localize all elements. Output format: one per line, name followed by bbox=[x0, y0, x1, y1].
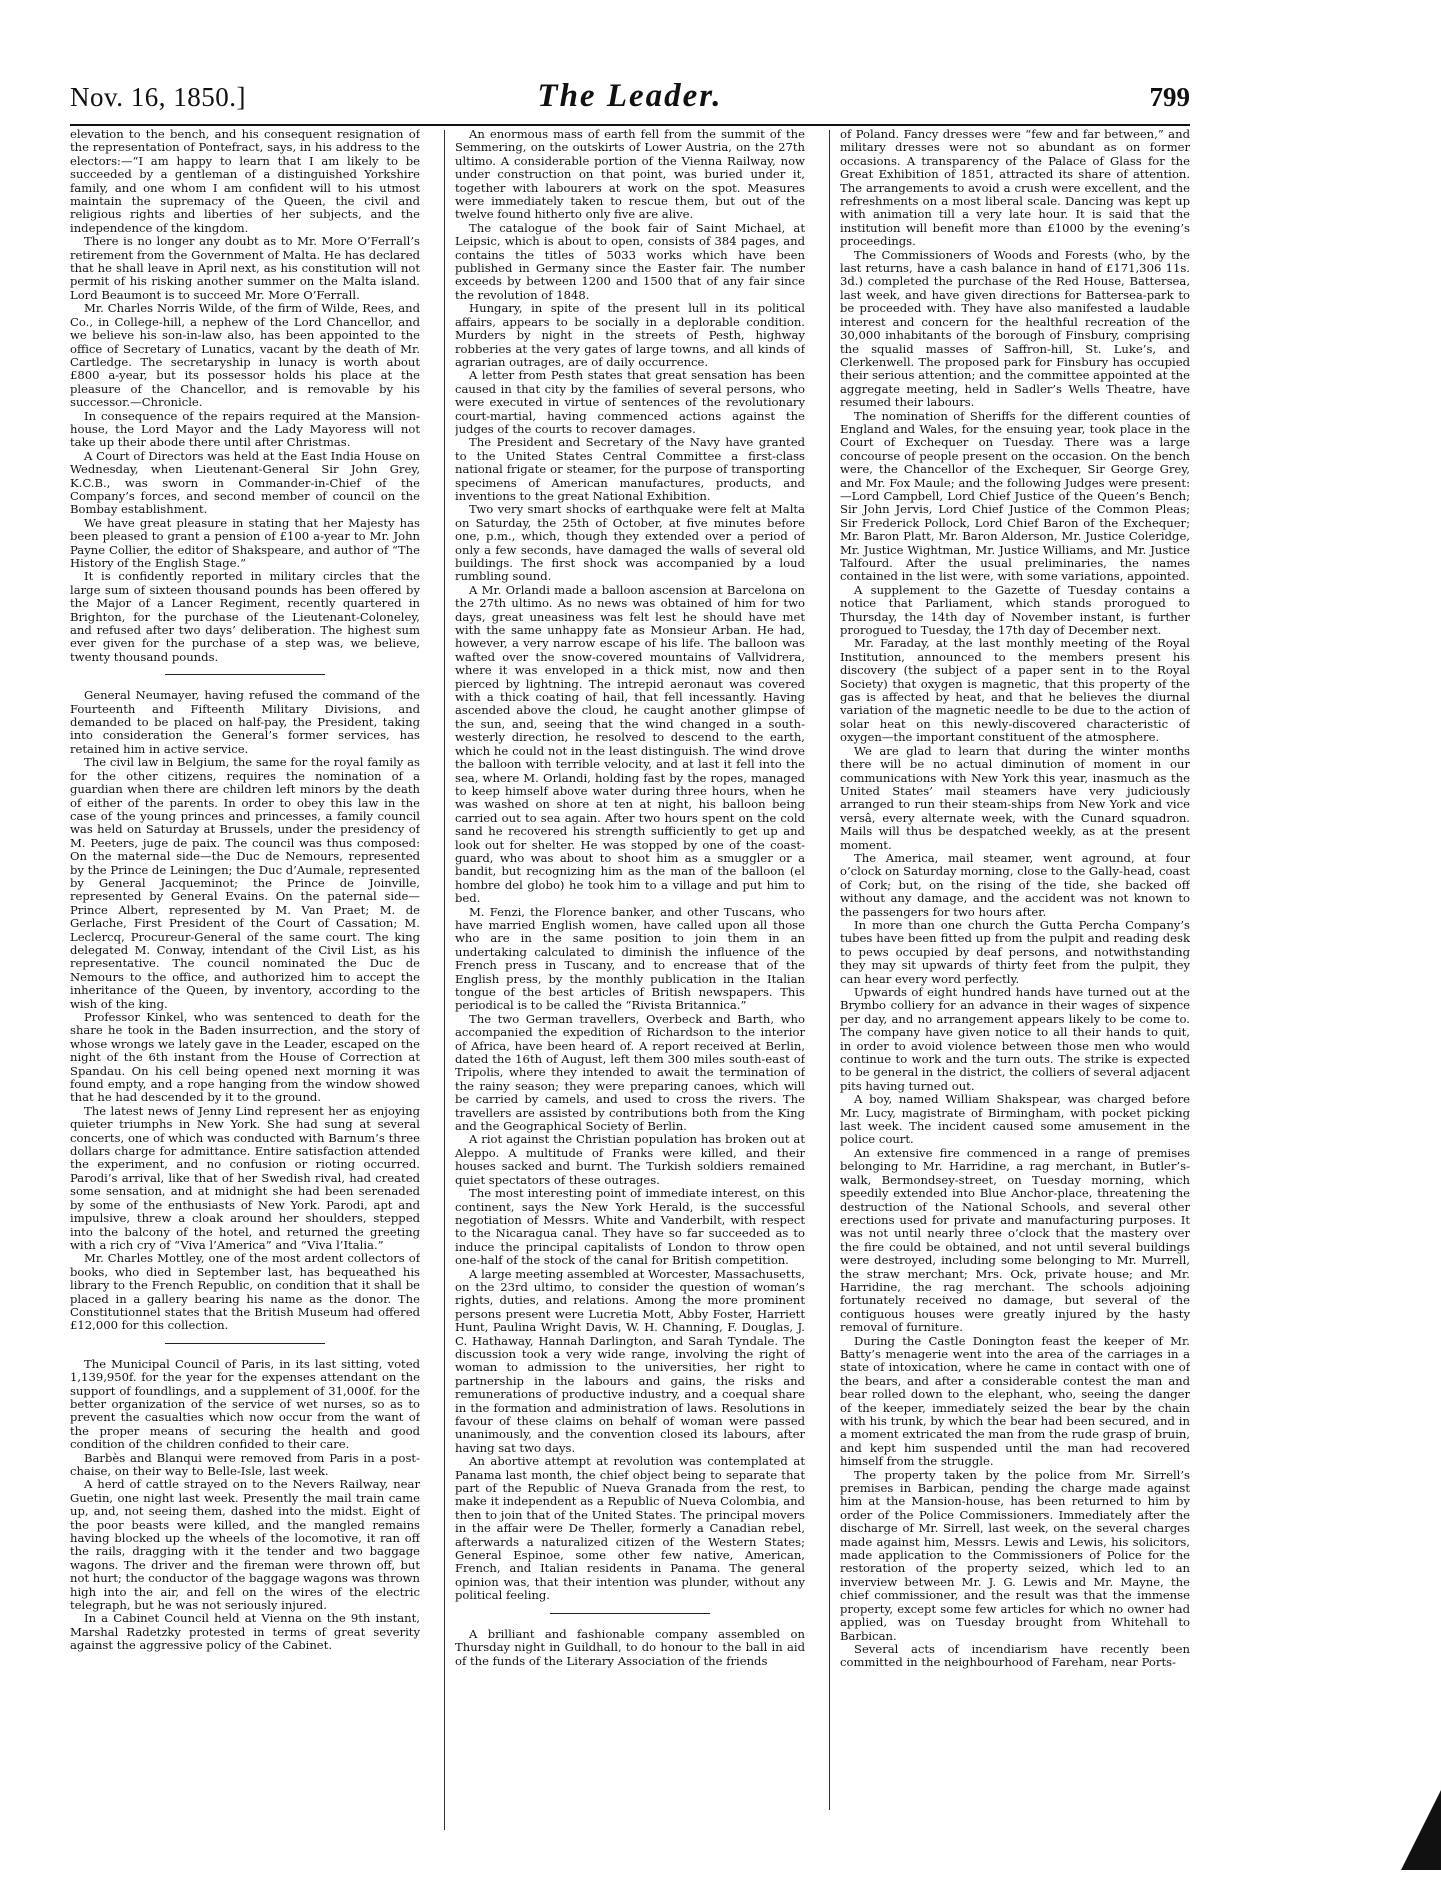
column-2-section-b bbox=[455, 1628, 805, 1668]
paragraph: We are glad to learn that during the winter months there will be no actual diminution of moment in our communications with New York this year, inasmuch as the United States’ mail steamers have very judiciously arranged to run their steam-ships from New York and vice versâ, every alternate week, with the Cunard squadron. Mails will thus be despatched weekly, as at the present moment. bbox=[840, 743, 1190, 852]
paragraph: A brilliant and fashionable company assembled on Thursday night in Guildhall, to do honour to the ball in aid of the funds of the Literary Association of the friends bbox=[455, 1626, 805, 1668]
paragraph: Mr. Charles Mottley, one of the most ardent collectors of books, who died in September last, has bequeathed his library to the French Republic, on condition that it shall be placed in a gallery bearing his name as the donor. The Constitutionnel states that the British Museum had offered £12,000 for this collection. bbox=[70, 1251, 420, 1333]
paragraph: A herd of cattle strayed on to the Nevers Railway, near Guetin, one night last week. Presently the mail train came up, and, not seeing them, dashed into the midst. Eight of the poor beasts were killed, and the mangled remains having blocked up the wheels of the locomotive, it ran off the rails, dragging with it the tender and two baggage wagons. The driver and the fireman were thrown off, but not hurt; the conductor of the baggage wagons was thrown high into the air, and fell on the wires of the electric telegraph, but he was not seriously injured. bbox=[70, 1477, 420, 1613]
paragraph: A supplement to the Gazette of Tuesday contains a notice that Parliament, which stands prorogued to Thursday, the 14th day of November instant, is further prorogued to Tuesday, the 17th day of December next. bbox=[840, 582, 1190, 638]
paragraph: The catalogue of the book fair of Saint Michael, at Leipsic, which is about to open, consists of 384 pages, and contains the titles of 5033 works which have been published in Germany since the Easter fair. The number exceeds by between 1200 and 1500 that of any fair since the revolution of 1848. bbox=[455, 220, 805, 302]
column-divider bbox=[444, 130, 445, 1830]
paragraph: A Mr. Orlandi made a balloon ascension at Barcelona on the 27th ultimo. As no news was obtained of him for two days, great uneasiness was felt lest he should have met with the same unhappy fate as Monsieur Arban. He had, however, a very narrow escape of his life. The balloon was wafted over the snow-covered mountains of Vallvidrera, where it was enveloped in a thick mist, now and then pierced by lightning. The intrepid aeronaut was covered with a thick coating of hail, that fell incessantly. Having ascended above the cloud, he caught another glimpse of the sun, and, seeing that the wind changed in a south-westerly direction, he resolved to descend to the earth, which he could not in the least distinguish. The wind drove the balloon with terrible velocity, and at last it fell into the sea, where M. Orlandi, holding fast by the ropes, managed to keep himself above water during three hours, when he was washed on shore at ten at night, his balloon being carried out to sea again. After two hours spent on the cold sand he recovered his strength sufficiently to get up and look out for shelter. He was stopped by one of the coast-guard, who was about to shoot him as a smuggler or a bandit, but recognizing him as the man of the balloon (el hombre del globo) he took him to a village and put him to bed. bbox=[455, 582, 805, 906]
column-1-section-a bbox=[70, 128, 420, 664]
paragraph: In more than one church the Gutta Percha Company’s tubes have been fitted up from the pulpit and reading desk to pews occupied by deaf persons, and notwithstanding they may sit upwards of thirty feet from the pulpit, they can hear every word perfectly. bbox=[840, 917, 1190, 986]
paragraph: It is confidently reported in military circles that the large sum of sixteen thousand pounds has been offered by the Major of a Lancer Regiment, recently quartered in Brighton, for the purchase of the Lieutenant-Coloneley, and refused after two days’ deliberation. The highest sum ever given for the purchase of a step was, we believe, twenty thousand pounds. bbox=[70, 569, 420, 664]
paragraph: General Neumayer, having refused the command of the Fourteenth and Fifteenth Military Divisions, and demanded to be placed on half-pay, the President, taking into consideration the General’s former services, has retained him in active service. bbox=[70, 688, 420, 756]
paragraph: Hungary, in spite of the present lull in its political affairs, appears to be socially in a deplorable condition. Murders by night in the streets of Pesth, highway robberies at the very gates of large towns, and all kinds of agrarian outrages, are of daily occurrence. bbox=[455, 301, 805, 369]
paragraph: The Commissioners of Woods and Forests (who, by the last returns, have a cash balance in hand of £171,306 11s. 3d.) completed the purchase of the Red House, Battersea, last week, and have given directions for Battersea-park to be proceeded with. They have also manifested a laudable interest and concern for the healthful recreation of the 30,000 inhabitants of the borough of Finsbury, comprising the squalid masses of Saffron-hill, St. Luke’s, and Clerkenwell. The proposed park for Finsbury has occupied their serious attention; and the committee appointed at the aggregate meeting, held in Sadler’s Wells Theatre, have resumed their labours. bbox=[840, 247, 1190, 410]
issue-date: Nov. 16, 1850.] bbox=[70, 82, 246, 112]
column-1 bbox=[70, 128, 420, 1828]
paragraph: A Court of Directors was held at the East India House on Wednesday, when Lieutenant-General Sir John Grey, K.C.B., was sworn in Commander-in-Chief of the Company’s forces, and second member of council on the Bombay establishment. bbox=[70, 448, 420, 517]
paragraph: In a Cabinet Council held at Vienna on the 9th instant, Marshal Radetzky protested in terms of great severity against the aggressive policy of the Cabinet. bbox=[70, 1611, 420, 1653]
section-separator bbox=[165, 1343, 325, 1344]
paragraph: We have great pleasure in stating that her Majesty has been pleased to grant a pension of £100 a-year to Mr. John Payne Collier, the editor of Shakspeare, and author of “The History of the English Stage.” bbox=[70, 515, 420, 570]
section-separator bbox=[165, 674, 325, 675]
paragraph: A letter from Pesth states that great sensation has been caused in that city by the families of several persons, who were executed in virtue of sentences of the revolutionary court-martial, having commenced actions against the judges of the courts to recover damages. bbox=[455, 368, 805, 436]
paragraph: An abortive attempt at revolution was contemplated at Panama last month, the chief object being to separate that part of the Republic of Nueva Granada from the rest, to make it independent as a Republic of Nueva Colombia, and then to join that of the United States. The principal movers in the affair were De Theller, formerly a Canadian rebel, afterwards a naturalized citizen of the Western States; General Espinoe, some other few native, American, French, and Italian residents in Panama. The general opinion was, that their intention was plunder, without any political feeling. bbox=[455, 1454, 805, 1603]
scan-corner-artifact bbox=[1401, 1790, 1441, 1870]
paragraph: The America, mail steamer, went aground, at four o’clock on Saturday morning, close to the Gally-head, coast of Cork; but, on the rising of the tide, she backed off without any damage, and the accident was not known to the passengers for two hours after. bbox=[840, 850, 1190, 919]
paragraph: There is no longer any doubt as to Mr. More O’Ferrall’s retirement from the Government of Malta. He has declared that he shall leave in April next, as his constitution will not permit of his risking another summer on the Malta island. Lord Beaumont is to succeed Mr. More O’Ferrall. bbox=[70, 234, 420, 302]
paragraph: The President and Secretary of the Navy have granted to the United States Central Committee a first-class national frigate or steamer, for the purpose of transporting specimens of American manufactures, products, and inventions to the great National Exhibition. bbox=[455, 435, 805, 503]
paragraph: An enormous mass of earth fell from the summit of the Semmering, on the outskirts of Lower Austria, on the 27th ultimo. A considerable portion of the Vienna Railway, now under construction on that point, was buried under it, together with labourers at work on the spot. Measures were immediately taken to rescue them, but out of the twelve found hitherto only five are alive. bbox=[455, 128, 805, 222]
paragraph: The latest news of Jenny Lind represent her as enjoying quieter triumphs in New York. She had sung at several concerts, one of which was conducted with Barnum’s three dollars charge for admittance. Entire satisfaction attended the experiment, and no confusion or rioting occurred. Parodi’s arrival, like that of her Swedish rival, had created some sensation, and at midnight she had been serenaded by some of the enthusiasts of New York. Parodi, apt and impulsive, threw a cloak around her shoulders, stepped into the balcony of the hotel, and returned the greeting with a rich cry of “Viva l’America” and “Viva l’Italia.” bbox=[70, 1103, 420, 1252]
paragraph: During the Castle Donington feast the keeper of Mr. Batty’s menagerie went into the area of the carriages in a state of intoxication, where he came in contact with one of the bears, and after a considerable contest the man and bear rolled down to the elephant, who, seeing the danger of the keeper, immediately seized the bear by the chain with his trunk, by which the bear had been secured, and in a moment extricated the man from the rude grasp of bruin, and kept him suspended until the man had recovered himself from the struggle. bbox=[840, 1333, 1190, 1469]
paragraph: Professor Kinkel, who was sentenced to death for the share he took in the Baden insurrection, and the story of whose wrongs we lately gave in the Leader, escaped on the night of the 6th instant from the House of Correction at Spandau. On his cell being opened next morning it was found empty, and a rope hanging from the window showed that he had descended by it to the ground. bbox=[70, 1010, 420, 1105]
paragraph: Upwards of eight hundred hands have turned out at the Brymbo colliery for an advance in their wages of sixpence per day, and no arrangement appears likely to be come to. The company have given notice to all their hands to quit, in order to avoid violence between those men who would continue to work and the turn outs. The strike is expected to be general in the district, the colliers of several adjacent pits having turned out. bbox=[840, 985, 1190, 1093]
paragraph: The Municipal Council of Paris, in its last sitting, voted 1,139,950f. for the year for the expenses attendant on the support of foundlings, and a supplement of 31,000f. for the better organization of the service of wet nurses, so as to prevent the casualties which now occur from the want of the proper means of securing the health and good condition of the children confided to their care. bbox=[70, 1356, 420, 1452]
paragraph: of Poland. Fancy dresses were “few and far between,” and military dresses were not so abundant as on former occasions. A transparency of the Palace of Glass for the Great Exhibition of 1851, attracted its share of attention. The arrangements to avoid a crush were excellent, and the refreshments on a most liberal scale. Dancing was kept up with animation till a very late hour. It is said that the institution will benefit more than £1000 by the evening’s proceedings. bbox=[840, 128, 1190, 249]
paragraph: Two very smart shocks of earthquake were felt at Malta on Saturday, the 25th of October, at five minutes before one, p.m., which, though they extended over a period of only a few seconds, have damaged the walls of several old buildings. The first shock was accompanied by a loud rumbling sound. bbox=[455, 502, 805, 584]
paragraph: A boy, named William Shakspear, was charged before Mr. Lucy, magistrate of Birmingham, with pocket picking last week. The incident caused some amusement in the police court. bbox=[840, 1092, 1190, 1147]
column-divider bbox=[829, 130, 830, 1810]
paragraph: Barbès and Blanqui were removed from Paris in a post-chaise, on their way to Belle-Isle, last week. bbox=[70, 1450, 420, 1478]
paragraph: Mr. Charles Norris Wilde, of the firm of Wilde, Rees, and Co., in College-hill, a nephew of the Lord Chancellor, and we believe his son-in-law also, has been appointed to the office of Secretary of Lunatics, vacant by the death of Mr. Cartledge. The secretaryship in lunacy is worth about £800 a-year, but its possessor holds his place at the pleasure of the Chancellor, and is removable by his successor.—Chronicle. bbox=[70, 301, 420, 410]
column-2-section-a bbox=[455, 128, 805, 1603]
column-1-section-c bbox=[70, 1358, 420, 1653]
paragraph: Mr. Faraday, at the last monthly meeting of the Royal Institution, announced to the members present his discovery (the subject of a paper sent in to the Royal Society) that oxygen is magnetic, that this property of the gas is affected by heat, and that he believes the diurnal variation of the magnetic needle to be due to the action of solar heat on this newly-discovered characteristic of oxygen—the important constituent of the atmosphere. bbox=[840, 636, 1190, 745]
column-1-section-b bbox=[70, 689, 420, 1333]
paragraph: An extensive fire commenced in a range of premises belonging to Mr. Harridine, a rag merchant, in Butler’s-walk, Bermondsey-street, on Tuesday morning, which speedily extended into Blue Anchor-place, threatening the destruction of the National Schools, and several other erections used for private and manufacturing purposes. It was not until nearly three o’clock that the mastery over the fire could be obtained, and not until several buildings were destroyed, including some belonging to Mr. Murrell, the straw merchant; Mrs. Ock, private house; and Mr. Harridine, the rag merchant. The schools adjoining fortunately received no damage, but several of the contiguous houses were greatly injured by the hasty removal of furniture. bbox=[840, 1145, 1190, 1335]
paragraph: The nomination of Sheriffs for the different counties of England and Wales, for the ensuing year, took place in the Court of Exchequer on Tuesday. There was a large concourse of people present on the occasion. On the bench were, the Chancellor of the Exchequer, Sir George Grey, and Mr. Fox Maule; and the following Judges were present:—Lord Campbell, Lord Chief Justice of the Queen’s Bench; Sir John Jervis, Lord Chief Justice of the Common Pleas; Sir Frederick Pollock, Lord Chief Baron of the Exchequer; Mr. Baron Platt, Mr. Baron Alderson, Mr. Justice Coleridge, Mr. Justice Wightman, Mr. Justice Williams, and Mr. Justice Talfourd. After the usual preliminaries, the names contained in the list were, with some variations, appointed. bbox=[840, 408, 1190, 584]
paragraph: In consequence of the repairs required at the Mansion-house, the Lord Mayor and the Lady Mayoress will not take up their abode there until after Christmas. bbox=[70, 408, 420, 450]
paragraph: The two German travellers, Overbeck and Barth, who accompanied the expedition of Richardson to the interior of Africa, have been heard of. A report received at Berlin, dated the 16th of August, left them 300 miles south-east of Tripolis, where they intended to await the termination of the rainy season; they were preparing canoes, which will be carried by camels, and used to cross the rivers. The travellers are assisted by contributions both from the King and the Geographical Society of Berlin. bbox=[455, 1011, 805, 1134]
newspaper-title: The Leader. bbox=[537, 78, 723, 114]
section-separator bbox=[550, 1613, 710, 1614]
masthead bbox=[70, 78, 1190, 120]
paragraph: The most interesting point of immediate interest, on this continent, says the New York Herald, is the successful negotiation of Messrs. White and Vanderbilt, with respect to the Nicaragua canal. They have so far succeeded as to induce the principal capitalists of London to throw open one-half of the stock of the canal for British competition. bbox=[455, 1186, 805, 1268]
paragraph: M. Fenzi, the Florence banker, and other Tuscans, who have married English women, have called upon all those who are in the same position to join them in an undertaking calculated to diminish the influence of the French press in Tuscany, and to encrease that of the English press, by the monthly publication in the Italian tongue of the best articles of British newspapers. This periodical is to be called the “Rivista Britannica.” bbox=[455, 904, 805, 1013]
paragraph: A riot against the Christian population has broken out at Aleppo. A multitude of Franks were killed, and their houses sacked and burnt. The Turkish soldiers remained quiet spectators of these outrages. bbox=[455, 1132, 805, 1187]
paragraph: elevation to the bench, and his consequent resignation of the representation of Pontefract, says, in his address to the electors:—“I am happy to learn that I am likely to be succeeded by a gentleman of a distinguished Yorkshire family, and one whom I am confident will to his utmost maintain the supremacy of the Queen, the civil and religious rights and liberties of her subjects, and the independence of the kingdom. bbox=[70, 128, 420, 235]
paragraph: A large meeting assembled at Worcester, Massachusetts, on the 23rd ultimo, to consider the question of woman’s rights, duties, and relations. Among the more prominent persons present were Lucretia Mott, Abby Foster, Harriett Hunt, Paulina Wright Davis, W. H. Channing, F. Douglas, J. C. Hathaway, Hannah Darlington, and Sarah Tyndale. The discussion took a very wide range, involving the right of woman to admission to the universities, her right to partnership in the labours and gains, the risks and remunerations of productive industry, and a coequal share in the formation and administration of laws. Resolutions in favour of these claims on behalf of woman were passed unanimously, and the convention closed its labours, after having sat two days. bbox=[455, 1266, 805, 1455]
paragraph: Several acts of incendiarism have recently been committed in the neighbourhood of Fareham, near Ports- bbox=[840, 1641, 1190, 1670]
column-2 bbox=[455, 128, 805, 1828]
page-number: 799 bbox=[1149, 82, 1190, 112]
column-3 bbox=[840, 128, 1190, 1828]
article-columns bbox=[70, 128, 1190, 1833]
paragraph: The civil law in Belgium, the same for the royal family as for the other citizens, requires the nomination of a guardian when there are children left minors by the death of either of the parents. In order to obey this law in the case of the young princes and princesses, a family council was held on Saturday at Brussels, under the presidency of M. Peeters, juge de paix. The council was thus composed: On the maternal side—the Duc de Nemours, represented by the Prince de Leiningen; the Duc d’Aumale, represented by General Jacqueminot; the Prince de Joinville, represented by General Evains. On the paternal side—Prince Albert, represented by M. Van Praet; M. de Gerlache, First President of the Court of Cassation; M. Leclercq, Procureur-General of the same court. The king delegated M. Conway, intendant of the Civil List, as his representative. The council nominated the Duc de Nemours to the office, and authorized him to accept the inheritance of the Queen, by inventory, according to the wish of the king. bbox=[70, 755, 420, 1011]
header-rule bbox=[70, 124, 1190, 126]
paragraph: The property taken by the police from Mr. Sirrell’s premises in Barbican, pending the charge made against him at the Mansion-house, has been returned to him by order of the Police Commissioners. Immediately after the discharge of Mr. Sirrell, last week, on the several charges made against him, Messrs. Lewis and Lewis, his solicitors, made application to the Commissioners of Police for the restoration of the property seized, which led to an inverview between Mr. J. G. Lewis and Mr. Mayne, the chief commissioner, and the result was that the immense property, except some few articles for which no owner had applied, was on Tuesday brought from Whitehall to Barbican. bbox=[840, 1467, 1190, 1643]
